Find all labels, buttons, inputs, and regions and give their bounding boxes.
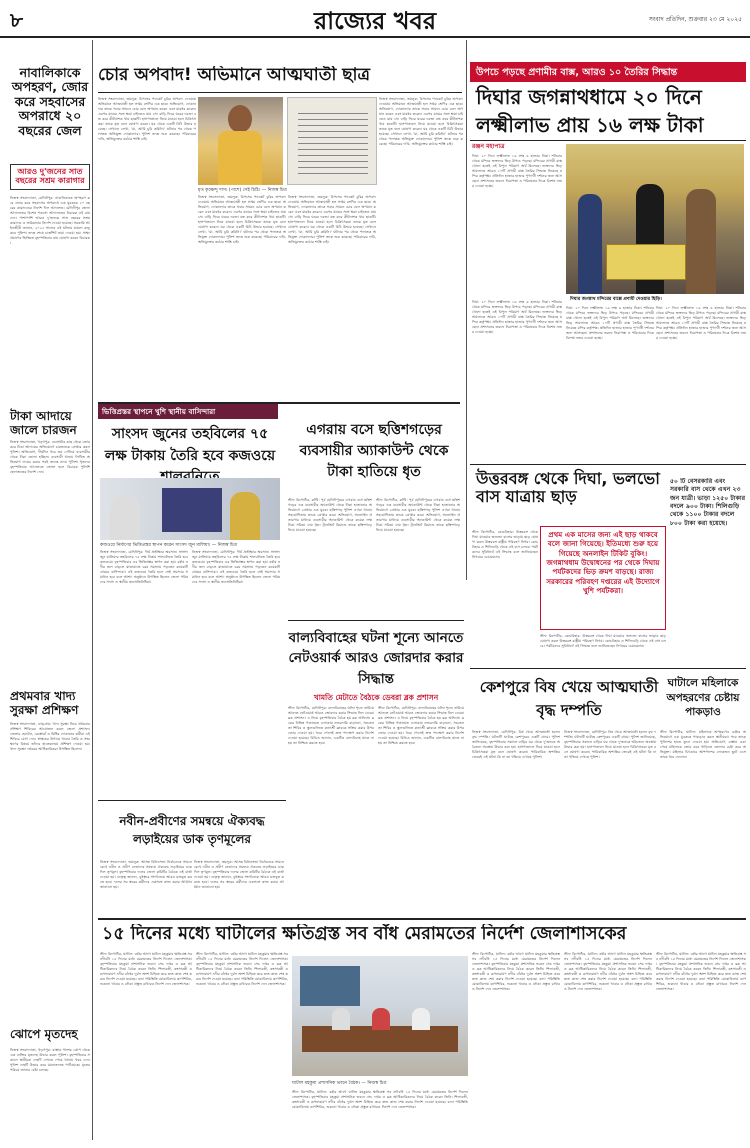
trinamool-body-2: নিজস্ব সংবাদদাতা, তমলুক: আসন্ন বিধানসভা নির্বাচনকে সামনে রেখে নবীন ও প্রবীণ নেতাদের সমন্বয়ে ঐক্যবদ্ধ লড়াইয়ের ডাক দিল তৃণমূল। বৃহস্পতিবার দলের জেলা কমিটির বৈঠকে এই বার্তা দেওয়া হয়। নেতৃত্ব জানান, বুথস্তরে সংগঠনকে আরও মজবুত করতে হবে। দলের সব স্তরের কর্মীদের একসঙ্গে কাজ করার আহ্বান জানানো হয়।	[194, 860, 284, 889]
uttarbanga-body-2: স্টাফ রিপোর্টার, কোচবিহার: উত্তরবঙ্গ থেকে দিঘা যাওয়ার ভলভো বাসের ভাড়ায় ছাড় ঘোষণা করল উত্তরবঙ্গ রাষ্ট্রীয় পরিবহণ নিগম। কোচবিহার ও শিলিগুড়ি থেকে এই বাস চলবে। পর্যটকদের সুবিধার্থে এই সিদ্ধান্ত বলে জানিয়েছেন নিগমের চেয়ারম্যান।	[540, 634, 666, 648]
person-2	[230, 492, 260, 540]
col1-low-body: নিজস্ব সংবাদদাতা, ঝাড়গ্রাম: খাদ্য সুরক্ষা নিয়ে প্রথমবার প্রশিক্ষণ শিবিরের আয়োজন করল জেলা প্রশাসন। জেলার হোটেল, রেস্তোরাঁ ও মিষ্টির দোকানের কর্মীরা এই শিবিরে যোগ দেন। স্বাস্থ্যকর উপায়ে খাবার তৈরি ও সংরক্ষণের বিষয়ে তাঁদের হাতেকলমে প্রশিক্ষণ দেওয়া হয়। খাদ্য সুরক্ষা দপ্তরের আধিকারিকরা উপস্থিত ছিলেন।	[10, 722, 90, 751]
uttarbanga-box-text: প্রথম এক মাসের জন্য এই ছাড় থাকবে বলে জানা গিয়েছে। ইতিমধ্যে শুরু হয়ে গিয়েছে অনলাইন টিকিট বুকিং। জগন্নাথধাম উদ্বোধনের পর থেকে দিঘায় পর্যটকদের ভিড় ক্রমশ বাড়ছে। রাজ্য সরকারের পরিবহণ দপ্তরের এই উদ্যোগে খুশি পর্যটকরা।	[546, 530, 660, 596]
chor-headline: চোর অপবাদ! অভিমানে আত্মঘাতী ছাত্র	[98, 66, 370, 85]
balya-body: স্টাফ রিপোর্টার, মেদিনীপুর: বাল্যবিবাহের ঘটনা শূন্যে নামিয়ে আনতে নেটওয়ার্ক আরও জোরদার করার সিদ্ধান্ত নিল ডেবরা ব্লক প্রশাসন। এ নিয়ে বৃহস্পতিবার বৈঠক হয় ব্লক অফিসে। ব্লকের বিভিন্ন পঞ্চায়েত এলাকায় নজরদারি বাড়ানো, সচেতনতা শিবির ও স্কুলগুলিতে কন্যাশ্রী ক্লাবকে সক্রিয় করার উপর জোর দেওয়া হয়। খবর পেলেই দ্রুত পদক্ষেপ করার নির্দেশ দেওয়া হয়েছে। বিডিও জানান, একটিও বাল্যবিবাহ যাতে না হয় তা নিশ্চিত করতে হবে।	[288, 706, 374, 745]
digha-strip-text: উপচে পড়ছে প্রণামীর বাক্স, আরও ১০ তৈরির সিদ্ধান্ত	[476, 67, 678, 78]
paper-date: সংবাদ প্রতিদিন, শুক্রবার ২৩ মে ২০২৫	[648, 16, 742, 23]
col1-top-sub	[10, 164, 90, 190]
digha-headline-1: দিঘার জগন্নাথধামে ২০ দিনে	[476, 85, 702, 109]
attendee-1	[332, 1008, 350, 1030]
chor-body: নিজস্ব সংবাদদাতা, তমলুক: চিপসের প্যাকেট চুরির অপবাদ দেওয়ায় অভিমানে আত্মঘাতী হল সপ্তম শ্রেণির এক ছাত্র। অভিযোগ, দোকানদার তাকে সবার সামনে চোর বলে অপমান করেন এবং মারধর করেন। এরপর মায়ের সঙ্গে ক্ষমা চাইতেও যায় সে। বাড়ি ফিরে ঘরের দরজা বন্ধ করে কীটনাশক খায় ছাত্রটি। হাসপাতালে নিয়ে যাওয়া হলে চিকিৎসকরা তাকে মৃত বলে ঘোষণা করেন। ঘর থেকে একটি চিঠি উদ্ধার হয়েছে। সেখানে লেখা, 'মা, আমি চুরি করিনি।' ঘটনার পর থেকে পলাতক অভিযুক্ত দোকানদার। পুলিশ তদন্ত শুরু করেছে। পরিবারের দাবি, অভিযুক্তের কঠোর শাস্তি চাই।	[98, 97, 196, 141]
uttarbanga-box	[540, 526, 666, 630]
keshpur-rule	[470, 668, 746, 669]
uttarbanga-fare: ৫০ টি বেসরকারি এবং সরকারি বাস থেকে এখন ২৩ জন যাত্রী। ভাড়া ১২৫০ টাকার বদলে ৯০০ টাকা। শিলিগুড়ি থেকে ১১০০ টাকার বদলে ৮০০ টাকা করা হয়েছে।	[670, 478, 746, 527]
bandh-body-5: স্টাফ রিপোর্টার, ঘাটাল: বর্ষার আগে ঘাটাল মহকুমার ক্ষতিগ্রস্ত সব নদীবাঁধ ১৫ দিনের মধ্যে মেরামতের নির্দেশ দিলেন জেলাশাসক। বৃহস্পতিবার মহকুমা প্রশাসনিক ভবনে সেচ দপ্তর ও ব্লক আধিকারিকদের নিয়ে বৈঠক করেন তিনি। শিলাবতী, কংসাবতী ও রূপনারায়ণ নদীর বাঁধের দুর্বল অংশ চিহ্নিত করে দ্রুত কাজ শেষ করার নির্দেশ দেওয়া হয়েছে। বন্যা পরিস্থিতি মোকাবিলায় ত্রাণশিবির, শুকনো খাবার ও নৌকা প্রস্তুত রাখারও নির্দেশ দেন জেলাশাসক।	[564, 952, 652, 991]
attendee-2	[372, 1008, 390, 1030]
bandh-headline: ১৫ দিনের মধ্যে ঘাটালের ক্ষতিগ্রস্ত সব বাঁধ মেরামতের নির্দেশ জেলাশাসকের	[102, 924, 627, 944]
bandh-body-6: স্টাফ রিপোর্টার, ঘাটাল: বর্ষার আগে ঘাটাল মহকুমার ক্ষতিগ্রস্ত সব নদীবাঁধ ১৫ দিনের মধ্যে মেরামতের নির্দেশ দিলেন জেলাশাসক। বৃহস্পতিবার মহকুমা প্রশাসনিক ভবনে সেচ দপ্তর ও ব্লক আধিকারিকদের নিয়ে বৈঠক করেন তিনি। শিলাবতী, কংসাবতী ও রূপনারায়ণ নদীর বাঁধের দুর্বল অংশ চিহ্নিত করে দ্রুত কাজ শেষ করার নির্দেশ দেওয়া হয়েছে। বন্যা পরিস্থিতি মোকাবিলায় ত্রাণশিবির, শুকনো খাবার ও নৌকা প্রস্তুত রাখারও নির্দেশ দেন জেলাশাসক।	[656, 952, 746, 991]
masthead-rule	[0, 36, 750, 38]
uttarbanga-rule	[470, 464, 746, 465]
egra-body-2: স্টাফ রিপোর্টার, কাঁথি: পূর্ব মেদিনীপুরের এগরায় বসে ছত্তিশগড়ের এক ব্যবসায়ীর অ্যাকাউন্ট থেকে টাকা হাতানোর অভিযোগে গ্রেপ্তার এক যুবক। ছত্তিশগড় পুলিশ এগরা থানার সহযোগিতায় তাকে গ্রেপ্তার করে। অভিযোগ, অনলাইন প্রতারণার মাধ্যমে ব্যবসায়ীর অ্যাকাউন্ট থেকে কয়েক লক্ষ টাকা সরিয়ে নেয় ধৃত। ট্রানজিট রিমান্ডে তাকে ছত্তিশগড়ে নিয়ে যাওয়া হয়েছে।	[376, 498, 460, 532]
ghatal-woman-body: স্টাফ রিপোর্টার, ঘাটাল: মহিলাকে অপহরণের চেষ্টার অভিযোগে এক যুবককে পাকড়াও করল স্থানীয়রা। পরে তাকে পুলিশের হাতে তুলে দেওয়া হয়। অভিযোগ, রাস্তায় একা পেয়ে মহিলাকে জোর করে গাড়িতে তোলার চেষ্টা করে অভিযুক্ত। মহিলার চিৎকারে আশপাশের লোকজন ছুটে এসে তাকে ধরে ফেলেন।	[660, 730, 746, 759]
boy-body	[218, 131, 262, 185]
digha-body-2: দিঘা: ২০ দিনে লক্ষ্মীলাভ ১৬ লক্ষ ৬ হাজার টাকা। শনিবার থেকে মন্দিরে ভক্তদের ভিড় উপচে পড়ছে। মন্দিরের প্রণামী বাক্স খোলা হতেই এই বিপুল পরিমাণ অর্থ মিলেছে। ভক্তদের ভিড় সামলাতে আরও ১০টি প্রণামী বাক্স তৈরির সিদ্ধান্ত নিয়েছে মন্দির কর্তৃপক্ষ। প্রতিদিন হাজার হাজার পুণ্যার্থী দর্শনের জন্য আসছেন। প্রশাসনের তরফে নিরাপত্তা ও পরিষেবার দিকে বিশেষ নজর দেওয়া হচ্ছে।	[566, 306, 654, 340]
col1-bottom-headline: ঝোপে মৃতদেহ	[10, 1027, 78, 1041]
jun-label	[98, 404, 278, 419]
jun-photo-caption: কজওয়ে নির্মাণের ভিত্তিপ্রস্তর স্থাপন করেন সাংসদ জুন মালিয়া। — নিজস্ব চিত্র	[100, 543, 237, 548]
trinamool-headline: নবীন-প্রবীণের সমন্বয়ে ঐক্যবদ্ধ লড়াইয়ের ডাক তৃণমূলের	[119, 814, 265, 846]
egra-body: স্টাফ রিপোর্টার, কাঁথি: পূর্ব মেদিনীপুরের এগরায় বসে ছত্তিশগড়ের এক ব্যবসায়ীর অ্যাকাউন্ট থেকে টাকা হাতানোর অভিযোগে গ্রেপ্তার এক যুবক। ছত্তিশগড় পুলিশ এগরা থানার সহযোগিতায় তাকে গ্রেপ্তার করে। অভিযোগ, অনলাইন প্রতারণার মাধ্যমে ব্যবসায়ীর অ্যাকাউন্ট থেকে কয়েক লক্ষ টাকা সরিয়ে নেয় ধৃত। ট্রানজিট রিমান্ডে তাকে ছত্তিশগড়ে নিয়ে যাওয়া হয়েছে।	[288, 498, 372, 532]
letter-lines	[298, 108, 368, 174]
section-title: রাজ্যের খবর	[313, 7, 437, 35]
keshpur-body: নিজস্ব সংবাদদাতা, মেদিনীপুর: বিষ খেয়ে আত্মঘাতী হলেন বৃদ্ধ দম্পতি। ঘটনাটি ঘটেছে কেশপুরের একটি গ্রামে। পুলিশ জানিয়েছে, বৃহস্পতিবার সকালে বাড়ির ঘর থেকে দু'জনকে অচৈতন্য অবস্থায় উদ্ধার করা হয়। হাসপাতালে নিয়ে যাওয়া হলে চিকিৎসকরা মৃত বলে ঘোষণা করেন। পারিবারিক অশান্তির জেরেই এই ঘটনা কি না তা খতিয়ে দেখছে পুলিশ।	[472, 730, 560, 759]
keshpur-body-2: নিজস্ব সংবাদদাতা, মেদিনীপুর: বিষ খেয়ে আত্মঘাতী হলেন বৃদ্ধ দম্পতি। ঘটনাটি ঘটেছে কেশপুরের একটি গ্রামে। পুলিশ জানিয়েছে, বৃহস্পতিবার সকালে বাড়ির ঘর থেকে দু'জনকে অচৈতন্য অবস্থায় উদ্ধার করা হয়। হাসপাতালে নিয়ে যাওয়া হলে চিকিৎসকরা মৃত বলে ঘোষণা করেন। পারিবারিক অশান্তির জেরেই এই ঘটনা কি না তা খতিয়ে দেখছে পুলিশ।	[564, 730, 656, 759]
jun-body-2: নিজস্ব সংবাদদাতা, মেদিনীপুর: দীর্ঘ প্রতীক্ষার অবসান। সাংসদ জুন মালিয়ার তহবিলের ৭৫ লক্ষ টাকায় শালবনিতে তৈরি হবে কজওয়ে। বৃহস্পতিবার এর ভিত্তিপ্রস্তর স্থাপন করা হয়। বর্ষায় নদীর জল বাড়লে যাতায়াতে চরম সমস্যায় পড়তেন কয়েকটি গ্রামের বাসিন্দারা। এই কজওয়ে তৈরি হলে সেই সমস্যার সমাধান হবে বলে আশা। অনুষ্ঠানে উপস্থিত ছিলেন জেলা পরিষদের সদস্য ও স্থানীয় জনপ্রতিনিধিরা।	[192, 550, 280, 584]
chor-boy-photo	[198, 97, 283, 185]
col-right-divider	[466, 40, 467, 580]
digha-body: দিঘা: ২০ দিনে লক্ষ্মীলাভ ১৬ লক্ষ ৬ হাজার টাকা। শনিবার থেকে মন্দিরে ভক্তদের ভিড় উপচে পড়ছে। মন্দিরের প্রণামী বাক্স খোলা হতেই এই বিপুল পরিমাণ অর্থ মিলেছে। ভক্তদের ভিড় সামলাতে আরও ১০টি প্রণামী বাক্স তৈরির সিদ্ধান্ত নিয়েছে মন্দির কর্তৃপক্ষ। প্রতিদিন হাজার হাজার পুণ্যার্থী দর্শনের জন্য আসছেন। প্রশাসনের তরফে নিরাপত্তা ও পরিষেবার দিকে বিশেষ নজর দেওয়া হচ্ছে।	[472, 154, 562, 188]
bandh-body-2: স্টাফ রিপোর্টার, ঘাটাল: বর্ষার আগে ঘাটাল মহকুমার ক্ষতিগ্রস্ত সব নদীবাঁধ ১৫ দিনের মধ্যে মেরামতের নির্দেশ দিলেন জেলাশাসক। বৃহস্পতিবার মহকুমা প্রশাসনিক ভবনে সেচ দপ্তর ও ব্লক আধিকারিকদের নিয়ে বৈঠক করেন তিনি। শিলাবতী, কংসাবতী ও রূপনারায়ণ নদীর বাঁধের দুর্বল অংশ চিহ্নিত করে দ্রুত কাজ শেষ করার নির্দেশ দেওয়া হয়েছে। বন্যা পরিস্থিতি মোকাবিলায় ত্রাণশিবির, শুকনো খাবার ও নৌকা প্রস্তুত রাখারও নির্দেশ দেন জেলাশাসক।	[196, 952, 288, 986]
chor-body-2: নিজস্ব সংবাদদাতা, তমলুক: চিপসের প্যাকেট চুরির অপবাদ দেওয়ায় অভিমানে আত্মঘাতী হল সপ্তম শ্রেণির এক ছাত্র। অভিযোগ, দোকানদার তাকে সবার সামনে চোর বলে অপমান করেন এবং মারধর করেন। এরপর মায়ের সঙ্গে ক্ষমা চাইতেও যায় সে। বাড়ি ফিরে ঘরের দরজা বন্ধ করে কীটনাশক খায় ছাত্রটি। হাসপাতালে নিয়ে যাওয়া হলে চিকিৎসকরা তাকে মৃত বলে ঘোষণা করেন। ঘর থেকে একটি চিঠি উদ্ধার হয়েছে। সেখানে লেখা, 'মা, আমি চুরি করিনি।' ঘটনার পর থেকে পলাতক অভিযুক্ত দোকানদার। পুলিশ তদন্ত শুরু করেছে। পরিবারের দাবি, অভিযুক্তের কঠোর শাস্তি চাই।	[198, 195, 286, 244]
col1-mid-headline: টাকা আদায়ে জালে চারজন	[10, 409, 77, 437]
screen	[300, 966, 360, 1006]
col1-top-body: নিজস্ব সংবাদদাতা, মেদিনীপুর: নাবালিকাকে অপহরণ করে জোর করে সহবাসের অপরাধে এক যুবককে ২০ বছরের কারাদণ্ডের নির্দেশ দিল আদালত। মেদিনীপুর জেলা আদালতের বিশেষ পকসো আদালতের বিচারক এই রায় দেন। পাশাপাশি আরও দু'জনকে সাত বছরের সশ্রম কারাদণ্ড ও জরিমানার নির্দেশ দেওয়া হয়েছে। সরকারি আইনজীবী জানান, ২০২২ সালের এই ঘটনায় মামলা রুজু করে পুলিশ। তদন্ত শেষে চার্জশিট জমা দেওয়া হয়। সাক্ষ্যপ্রমাণের ভিত্তিতে বৃহস্পতিবার রায় ঘোষণা করেন বিচারক।	[10, 196, 90, 245]
chor-body-3: নিজস্ব সংবাদদাতা, তমলুক: চিপসের প্যাকেট চুরির অপবাদ দেওয়ায় অভিমানে আত্মঘাতী হল সপ্তম শ্রেণির এক ছাত্র। অভিযোগ, দোকানদার তাকে সবার সামনে চোর বলে অপমান করেন এবং মারধর করেন। এরপর মায়ের সঙ্গে ক্ষমা চাইতেও যায় সে। বাড়ি ফিরে ঘরের দরজা বন্ধ করে কীটনাশক খায় ছাত্রটি। হাসপাতালে নিয়ে যাওয়া হলে চিকিৎসকরা তাকে মৃত বলে ঘোষণা করেন। ঘর থেকে একটি চিঠি উদ্ধার হয়েছে। সেখানে লেখা, 'মা, আমি চুরি করিনি।' ঘটনার পর থেকে পলাতক অভিযুক্ত দোকানদার। পুলিশ তদন্ত শুরু করেছে। পরিবারের দাবি, অভিযুক্তের কঠোর শাস্তি চাই।	[288, 195, 376, 244]
chor-photo-caption: মৃত কৃষ্ণেন্দু দাস। (পাশে) সেই চিঠি। — নিজস্ব চিত্র	[198, 188, 287, 193]
keshpur-headline: কেশপুরে বিষ খেয়ে আত্মঘাতী বৃদ্ধ দম্পতি	[479, 678, 659, 719]
page-number: ৮	[10, 8, 23, 32]
ghatal-woman-headline: ঘাটালে মহিলাকে অপহরণের চেষ্টায় পাকড়াও	[666, 677, 740, 719]
chor-rule	[98, 92, 462, 93]
balya-headline: বাল্যবিবাহের ঘটনা শূন্যে আনতে নেটওয়ার্ক আরও জোরদার করার সিদ্ধান্ত	[288, 630, 464, 687]
photo-donation-box	[606, 244, 686, 280]
digha-temple-photo	[566, 144, 744, 294]
trinamool-rule	[98, 800, 286, 801]
col1-mid-body: নিজস্ব সংবাদদাতা, খড়গপুর: ব্যবসায়ীর কাছ থেকে জোর করে টাকা আদায়ের অভিযোগে চারজনকে গ্রেপ্তার করল পুলিশ। অভিযোগ, দীর্ঘদিন ধরে ভয় দেখিয়ে ব্যবসায়ীর থেকে টাকা তোলা হচ্ছিল। ব্যবসায়ী থানায় লিখিত অভিযোগ দায়ের করার পরই তদন্তে নামে পুলিশ। ধৃতদের বৃহস্পতিবার আদালতে তোলা হলে বিচারক পুলিশি হেফাজতের নির্দেশ দেন।	[10, 440, 90, 474]
digha-photo-caption: দিঘার জগন্নাথ মন্দিরের বাক্সে প্রণামী দেওয়ার ছিড়ি।	[570, 297, 662, 302]
col1-top-sub-text: আরও দু'জনের সাত বছরের সশ্রম কারাগার	[15, 167, 85, 186]
digha-rule	[470, 140, 746, 141]
plaque	[162, 488, 222, 532]
digha-headline-2: লক্ষ্মীলাভ প্রায় ১৬ লক্ষ টাকা	[476, 113, 704, 137]
bandh-body: স্টাফ রিপোর্টার, ঘাটাল: বর্ষার আগে ঘাটাল মহকুমার ক্ষতিগ্রস্ত সব নদীবাঁধ ১৫ দিনের মধ্যে মেরামতের নির্দেশ দিলেন জেলাশাসক। বৃহস্পতিবার মহকুমা প্রশাসনিক ভবনে সেচ দপ্তর ও ব্লক আধিকারিকদের নিয়ে বৈঠক করেন তিনি। শিলাবতী, কংসাবতী ও রূপনারায়ণ নদীর বাঁধের দুর্বল অংশ চিহ্নিত করে দ্রুত কাজ শেষ করার নির্দেশ দেওয়া হয়েছে। বন্যা পরিস্থিতি মোকাবিলায় ত্রাণশিবির, শুকনো খাবার ও নৌকা প্রস্তুত রাখারও নির্দেশ দেন জেলাশাসক।	[100, 952, 192, 986]
jun-photo	[100, 478, 280, 540]
balya-sub: খামতি মেটাতে বৈঠকে ডেবরা ব্লক প্রশাসন	[313, 693, 439, 702]
bandh-body-3: স্টাফ রিপোর্টার, ঘাটাল: বর্ষার আগে ঘাটাল মহকুমার ক্ষতিগ্রস্ত সব নদীবাঁধ ১৫ দিনের মধ্যে মেরামতের নির্দেশ দিলেন জেলাশাসক। বৃহস্পতিবার মহকুমা প্রশাসনিক ভবনে সেচ দপ্তর ও ব্লক আধিকারিকদের নিয়ে বৈঠক করেন তিনি। শিলাবতী, কংসাবতী ও রূপনারায়ণ নদীর বাঁধের দুর্বল অংশ চিহ্নিত করে দ্রুত কাজ শেষ করার নির্দেশ দেওয়া হয়েছে। বন্যা পরিস্থিতি মোকাবিলায় ত্রাণশিবির, শুকনো খাবার ও নৌকা প্রস্তুত রাখারও নির্দেশ দেন জেলাশাসক।	[292, 1090, 468, 1109]
boy-head	[228, 105, 252, 133]
col1-divider	[92, 40, 93, 1140]
egra-headline: এগরায় বসে ছত্তিশগড়ের ব্যবসায়ীর অ্যাকাউন্ট থেকে টাকা হাতিয়ে ধৃত	[299, 422, 449, 480]
digha-body-4: দিঘা: ২০ দিনে লক্ষ্মীলাভ ১৬ লক্ষ ৬ হাজার টাকা। শনিবার থেকে মন্দিরে ভক্তদের ভিড় উপচে পড়ছে। মন্দিরের প্রণামী বাক্স খোলা হতেই এই বিপুল পরিমাণ অর্থ মিলেছে। ভক্তদের ভিড় সামলাতে আরও ১০টি প্রণামী বাক্স তৈরির সিদ্ধান্ত নিয়েছে মন্দির কর্তৃপক্ষ। প্রতিদিন হাজার হাজার পুণ্যার্থী দর্শনের জন্য আসছেন। প্রশাসনের তরফে নিরাপত্তা ও পরিষেবার দিকে বিশেষ নজর দেওয়া হচ্ছে।	[472, 300, 562, 334]
jun-headline: সাংসদ জুনের তহবিলের ৭৫ লক্ষ টাকায় তৈরি হবে কজওয়ে	[104, 426, 276, 464]
digha-byline: রঞ্জন মহাপাত্র	[472, 143, 505, 150]
bandh-body-4: স্টাফ রিপোর্টার, ঘাটাল: বর্ষার আগে ঘাটাল মহকুমার ক্ষতিগ্রস্ত সব নদীবাঁধ ১৫ দিনের মধ্যে মেরামতের নির্দেশ দিলেন জেলাশাসক। বৃহস্পতিবার মহকুমা প্রশাসনিক ভবনে সেচ দপ্তর ও ব্লক আধিকারিকদের নিয়ে বৈঠক করেন তিনি। শিলাবতী, কংসাবতী ও রূপনারায়ণ নদীর বাঁধের দুর্বল অংশ চিহ্নিত করে দ্রুত কাজ শেষ করার নির্দেশ দেওয়া হয়েছে। বন্যা পরিস্থিতি মোকাবিলায় ত্রাণশিবির, শুকনো খাবার ও নৌকা প্রস্তুত রাখারও নির্দেশ দেন জেলাশাসক।	[472, 952, 560, 991]
chor-letter-photo	[287, 97, 377, 185]
attendee-3	[412, 1008, 430, 1030]
trinamool-body: নিজস্ব সংবাদদাতা, তমলুক: আসন্ন বিধানসভা নির্বাচনকে সামনে রেখে নবীন ও প্রবীণ নেতাদের সমন্বয়ে ঐক্যবদ্ধ লড়াইয়ের ডাক দিল তৃণমূল। বৃহস্পতিবার দলের জেলা কমিটির বৈঠকে এই বার্তা দেওয়া হয়। নেতৃত্ব জানান, বুথস্তরে সংগঠনকে আরও মজবুত করতে হবে। দলের সব স্তরের কর্মীদের একসঙ্গে কাজ করার আহ্বান জানানো হয়।	[100, 860, 192, 889]
jun-label-text: ভিত্তিপ্রস্তর স্থাপনে খুশি স্থানীয় বাসিন্দারা	[102, 407, 216, 416]
col1-top-headline: নাবালিকাকে অপহরণ, জোর করে সহবাসের অপরাধে ২০ বছরের জেল	[11, 65, 89, 138]
uttarbanga-body: স্টাফ রিপোর্টার, কোচবিহার: উত্তরবঙ্গ থেকে দিঘা যাওয়ার ভলভো বাসের ভাড়ায় ছাড় ঘোষণা করল উত্তরবঙ্গ রাষ্ট্রীয় পরিবহণ নিগম। কোচবিহার ও শিলিগুড়ি থেকে এই বাস চলবে। পর্যটকদের সুবিধার্থে এই সিদ্ধান্ত বলে জানিয়েছেন নিগমের চেয়ারম্যান।	[472, 530, 538, 559]
chor-body-4: নিজস্ব সংবাদদাতা, তমলুক: চিপসের প্যাকেট চুরির অপবাদ দেওয়ায় অভিমানে আত্মঘাতী হল সপ্তম শ্রেণির এক ছাত্র। অভিযোগ, দোকানদার তাকে সবার সামনে চোর বলে অপমান করেন এবং মারধর করেন। এরপর মায়ের সঙ্গে ক্ষমা চাইতেও যায় সে। বাড়ি ফিরে ঘরের দরজা বন্ধ করে কীটনাশক খায় ছাত্রটি। হাসপাতালে নিয়ে যাওয়া হলে চিকিৎসকরা তাকে মৃত বলে ঘোষণা করেন। ঘর থেকে একটি চিঠি উদ্ধার হয়েছে। সেখানে লেখা, 'মা, আমি চুরি করিনি।' ঘটনার পর থেকে পলাতক অভিযুক্ত দোকানদার। পুলিশ তদন্ত শুরু করেছে। পরিবারের দাবি, অভিযুক্তের কঠোর শাস্তি চাই।	[379, 97, 463, 146]
photo-person-3	[686, 189, 716, 294]
bandh-rule	[98, 918, 746, 920]
masthead	[0, 0, 750, 36]
bandh-photo	[292, 956, 468, 1076]
col1-low-headline: প্রথমবার খাদ্য সুরক্ষা প্রশিক্ষণ	[10, 689, 79, 717]
digha-strip	[470, 62, 746, 82]
bandh-photo-caption: ঘাটাল মহকুমা প্রশাসনিক ভবনে বৈঠক। — নিজস্ব চিত্র	[292, 1081, 387, 1086]
jun-body: নিজস্ব সংবাদদাতা, মেদিনীপুর: দীর্ঘ প্রতীক্ষার অবসান। সাংসদ জুন মালিয়ার তহবিলের ৭৫ লক্ষ টাকায় শালবনিতে তৈরি হবে কজওয়ে। বৃহস্পতিবার এর ভিত্তিপ্রস্তর স্থাপন করা হয়। বর্ষায় নদীর জল বাড়লে যাতায়াতে চরম সমস্যায় পড়তেন কয়েকটি গ্রামের বাসিন্দারা। এই কজওয়ে তৈরি হলে সেই সমস্যার সমাধান হবে বলে আশা। অনুষ্ঠানে উপস্থিত ছিলেন জেলা পরিষদের সদস্য ও স্থানীয় জনপ্রতিনিধিরা।	[100, 550, 188, 584]
uttarbanga-headline: উত্তরবঙ্গ থেকে দিঘা, ভলভো বাস যাত্রায় ছাড়	[476, 469, 660, 507]
digha-body-3: দিঘা: ২০ দিনে লক্ষ্মীলাভ ১৬ লক্ষ ৬ হাজার টাকা। শনিবার থেকে মন্দিরে ভক্তদের ভিড় উপচে পড়ছে। মন্দিরের প্রণামী বাক্স খোলা হতেই এই বিপুল পরিমাণ অর্থ মিলেছে। ভক্তদের ভিড় সামলাতে আরও ১০টি প্রণামী বাক্স তৈরির সিদ্ধান্ত নিয়েছে মন্দির কর্তৃপক্ষ। প্রতিদিন হাজার হাজার পুণ্যার্থী দর্শনের জন্য আসছেন। প্রশাসনের তরফে নিরাপত্তা ও পরিষেবার দিকে বিশেষ নজর দেওয়া হচ্ছে।	[656, 306, 746, 340]
balya-rule	[288, 620, 464, 621]
person-1	[110, 496, 140, 540]
balya-body-2: স্টাফ রিপোর্টার, মেদিনীপুর: বাল্যবিবাহের ঘটনা শূন্যে নামিয়ে আনতে নেটওয়ার্ক আরও জোরদার করার সিদ্ধান্ত নিল ডেবরা ব্লক প্রশাসন। এ নিয়ে বৃহস্পতিবার বৈঠক হয় ব্লক অফিসে। ব্লকের বিভিন্ন পঞ্চায়েত এলাকায় নজরদারি বাড়ানো, সচেতনতা শিবির ও স্কুলগুলিতে কন্যাশ্রী ক্লাবকে সক্রিয় করার উপর জোর দেওয়া হয়। খবর পেলেই দ্রুত পদক্ষেপ করার নির্দেশ দেওয়া হয়েছে। বিডিও জানান, একটিও বাল্যবিবাহ যাতে না হয় তা নিশ্চিত করতে হবে।	[378, 706, 464, 745]
col1-bottom-body: নিজস্ব সংবাদদাতা, খড়গপুর: রাস্তার পাশের ঝোপ থেকে এক ব্যক্তির মৃতদেহ উদ্ধার করল পুলিশ। বৃহস্পতিবার সকালে স্থানীয়রা দেহটি দেখতে পেয়ে থানায় খবর দেন। পুলিশ দেহটি উদ্ধার করে ময়নাতদন্তে পাঠিয়েছে। মৃতের পরিচয় জানার চেষ্টা চলছে।	[10, 1048, 90, 1072]
photo-person-1	[578, 194, 602, 294]
